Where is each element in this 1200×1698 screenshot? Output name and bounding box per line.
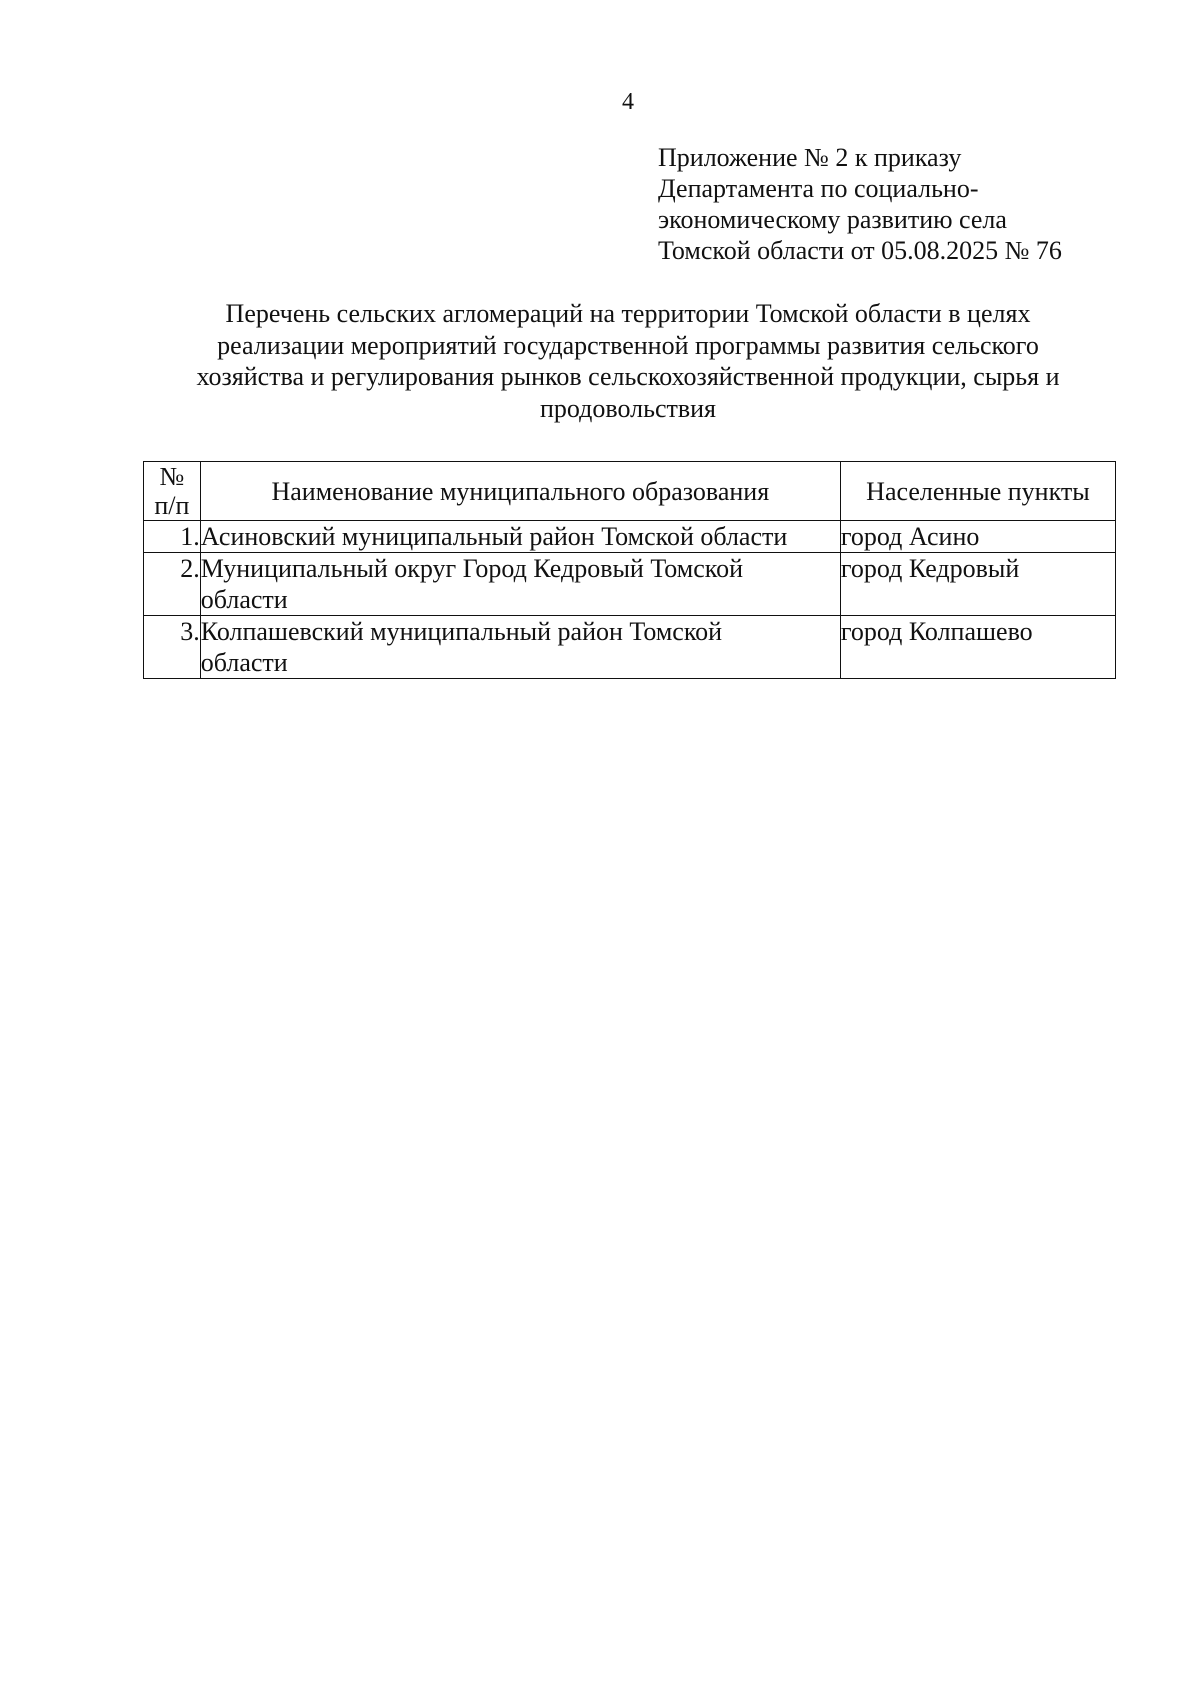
table-body — [144, 521, 1116, 679]
row-municipality — [200, 521, 840, 553]
appendix-reference — [658, 142, 1178, 266]
header-settlements: Населенные пункты — [840, 462, 1115, 521]
page-number: 4 — [622, 89, 634, 115]
row-municipality-line: Муниципальный округ Город Кедровый Томской — [200, 554, 744, 583]
agglomerations-table — [143, 461, 1116, 679]
row-number: 3. — [144, 616, 201, 679]
appendix-line: Департамента по социально- — [658, 174, 979, 203]
document-title-line: Перечень сельских агломераций на территории Томской области в целях — [225, 299, 1031, 328]
row-settlement: город Асино — [840, 521, 1115, 553]
row-municipality-line: Колпашевский муниципальный район Томской — [200, 617, 723, 646]
appendix-line: Томской области от 05.08.2025 № 76 — [658, 236, 1062, 265]
row-municipality-line: области — [200, 585, 288, 614]
row-municipality-line: Асиновский муниципальный район Томской области — [200, 522, 788, 551]
row-number: 2. — [144, 553, 201, 616]
header-number-symbol: № — [159, 462, 185, 491]
document-title — [140, 298, 1116, 424]
row-municipality-line: области — [200, 648, 288, 677]
header-number — [144, 462, 201, 521]
row-municipality — [200, 553, 840, 616]
table-header-row — [144, 462, 1116, 521]
row-settlement: город Кедровый — [840, 553, 1115, 616]
row-municipality — [200, 616, 840, 679]
header-number-abbrev: п/п — [154, 491, 190, 520]
table-header — [144, 462, 1116, 521]
document-title-line: реализации мероприятий государственной программы развития сельского — [217, 330, 1039, 360]
row-number: 1. — [144, 521, 201, 553]
table-row — [144, 616, 1116, 679]
row-settlement: город Колпашево — [840, 616, 1115, 679]
table-row — [144, 553, 1116, 616]
table-row — [144, 521, 1116, 553]
appendix-line: Приложение № 2 к приказу — [658, 143, 962, 172]
document-title-line: продовольствия — [539, 393, 717, 423]
document-title-line: хозяйства и регулирования рынков сельскохозяйственной продукции, сырья и — [196, 362, 1060, 391]
appendix-line: экономическому развитию села — [658, 205, 1007, 234]
header-municipality: Наименование муниципального образования — [200, 462, 840, 521]
